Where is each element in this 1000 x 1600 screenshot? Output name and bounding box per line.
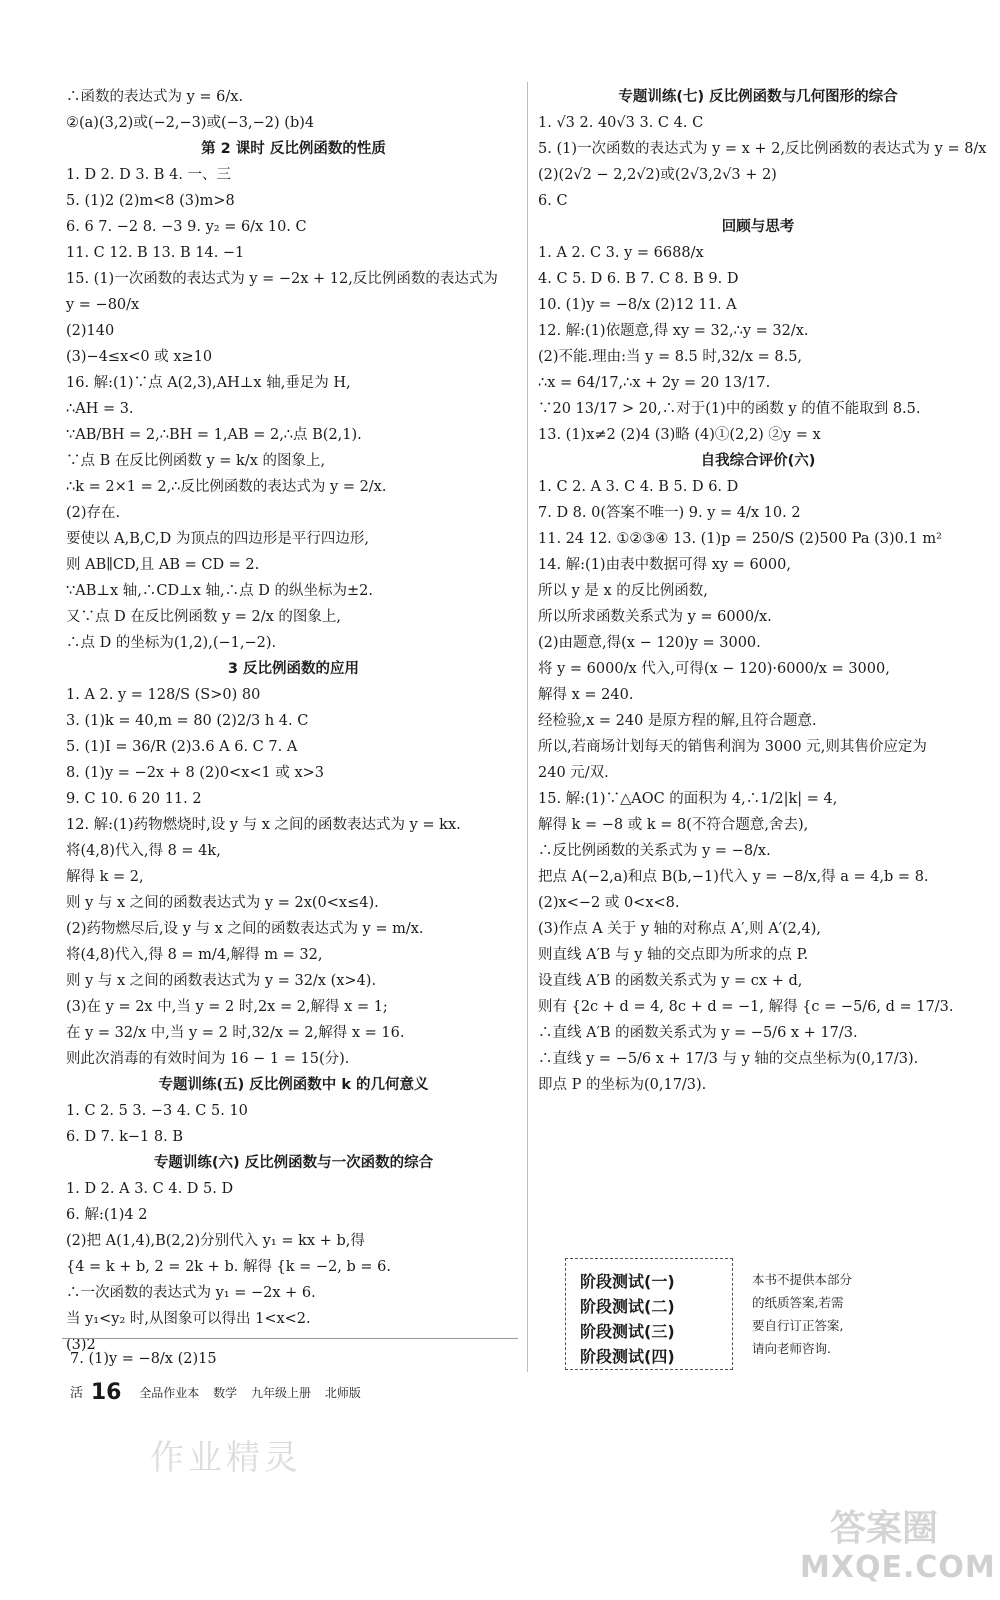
answer-line: 240 元/双. bbox=[538, 765, 609, 781]
answer-line: 5. (1)一次函数的表达式为 y = x + 2,反比例函数的表达式为 y = 8/x bbox=[538, 141, 987, 157]
answer-line: ②(a)(3,2)或(−2,−3)或(−3,−2) (b)4 bbox=[66, 115, 315, 131]
answer-line: 所以 y 是 x 的反比例函数, bbox=[538, 583, 708, 599]
answer-line: 7. (1)y = −8/x (2)15 bbox=[70, 1351, 217, 1367]
section-heading: 3 反比例函数的应用 bbox=[227, 661, 360, 677]
answer-line: ∴x = 64/17,∴x + 2y = 20 13/17. bbox=[538, 375, 771, 391]
answer-line: 13. (1)x≠2 (2)4 (3)略 (4)①(2,2) ②y = x bbox=[538, 427, 821, 443]
answer-line: 1. √3 2. 40√3 3. C 4. C bbox=[538, 115, 704, 131]
answer-line: 要使以 A,B,C,D 为顶点的四边形是平行四边形, bbox=[66, 531, 369, 547]
footer-grade: 九年级上册 bbox=[250, 1386, 311, 1400]
stage-test-item: 阶段测试(二) bbox=[580, 1297, 675, 1316]
answer-line: (2)由题意,得(x − 120)y = 3000. bbox=[538, 635, 761, 651]
answer-line: 12. 解:(1)药物燃烧时,设 y 与 x 之间的函数表达式为 y = kx. bbox=[66, 817, 461, 833]
answer-line: 1. A 2. y = 128/S (S>0) 80 bbox=[66, 687, 261, 703]
note-line: 要自行订正答案, bbox=[752, 1318, 844, 1333]
section-heading: 专题训练(七) 反比例函数与几何图形的综合 bbox=[618, 89, 898, 105]
answer-line: 1. D 2. A 3. C 4. D 5. D bbox=[66, 1181, 234, 1197]
answer-line: 把点 A(−2,a)和点 B(b,−1)代入 y = −8/x,得 a = 4,b = 8. bbox=[538, 869, 929, 885]
answer-line: 经检验,x = 240 是原方程的解,且符合题意. bbox=[538, 713, 817, 729]
right-column bbox=[538, 84, 987, 1098]
answer-line: 5. (1)I = 36/R (2)3.6 A 6. C 7. A bbox=[66, 739, 298, 755]
answer-line: 解得 x = 240. bbox=[538, 687, 634, 703]
page-footer bbox=[70, 1380, 371, 1405]
stage-tests-box bbox=[565, 1258, 733, 1370]
answer-line: (3)−4≤x<0 或 x≥10 bbox=[66, 349, 213, 365]
answer-line: 6. 6 7. −2 8. −3 9. y₂ = 6/x 10. C bbox=[66, 219, 307, 235]
answer-line: ∴点 D 的坐标为(1,2),(−1,−2). bbox=[66, 635, 277, 651]
answer-line: (2)存在. bbox=[66, 505, 121, 521]
answer-line: 即点 P 的坐标为(0,17/3). bbox=[538, 1077, 707, 1093]
watermark-site: MXQE.COM bbox=[800, 1550, 996, 1585]
answer-line: ∴函数的表达式为 y = 6/x. bbox=[66, 89, 244, 105]
answer-line: 1. D 2. D 3. B 4. 一、三 bbox=[66, 167, 232, 183]
answer-line: 12. 解:(1)依题意,得 xy = 32,∴y = 32/x. bbox=[538, 323, 809, 339]
answer-line: 16. 解:(1)∵点 A(2,3),AH⊥x 轴,垂足为 H, bbox=[66, 375, 351, 391]
answer-line: 则有 {2c + d = 4, 8c + d = −1, 解得 {c = −5/6, d = 17/3. bbox=[538, 999, 954, 1015]
answer-line: 14. 解:(1)由表中数据可得 xy = 6000, bbox=[538, 557, 791, 573]
answer-line: 则 y 与 x 之间的函数表达式为 y = 2x(0<x≤4). bbox=[66, 895, 379, 911]
answer-line: (2)(2√2 − 2,2√2)或(2√3,2√3 + 2) bbox=[538, 167, 777, 183]
answer-line: 1. C 2. 5 3. −3 4. C 5. 10 bbox=[66, 1103, 248, 1119]
note-line: 本书不提供本部分 bbox=[752, 1272, 853, 1287]
answer-line: 又∵点 D 在反比例函数 y = 2/x 的图象上, bbox=[66, 609, 342, 625]
answer-line: 1. C 2. A 3. C 4. B 5. D 6. D bbox=[538, 479, 739, 495]
answer-line: (3)2 bbox=[66, 1337, 96, 1353]
stage-test-item: 阶段测试(三) bbox=[580, 1322, 675, 1341]
answer-line: ∴一次函数的表达式为 y₁ = −2x + 6. bbox=[66, 1285, 316, 1301]
answer-line: (3)在 y = 2x 中,当 y = 2 时,2x = 2,解得 x = 1; bbox=[66, 999, 388, 1015]
section-heading: 回顾与思考 bbox=[721, 219, 795, 235]
stage-tests-note bbox=[752, 1268, 902, 1360]
answer-line: 当 y₁<y₂ 时,从图象可以得出 1<x<2. bbox=[66, 1311, 311, 1327]
answer-line: {4 = k + b, 2 = 2k + b. 解得 {k = −2, b = 6. bbox=[66, 1259, 392, 1275]
answer-line: 将(4,8)代入,得 8 = 4k, bbox=[66, 843, 221, 859]
answer-line: 则 AB∥CD,且 AB = CD = 2. bbox=[66, 557, 260, 573]
column-divider bbox=[527, 82, 528, 1372]
section-heading: 专题训练(五) 反比例函数中 k 的几何意义 bbox=[158, 1077, 429, 1093]
page-number: 16 bbox=[90, 1380, 122, 1405]
answer-line: ∵AB/BH = 2,∴BH = 1,AB = 2,∴点 B(2,1). bbox=[66, 427, 362, 443]
answer-line: ∴直线 A′B 的函数关系式为 y = −5/6 x + 17/3. bbox=[538, 1025, 858, 1041]
left-column bbox=[66, 84, 521, 1358]
note-line: 的纸质答案,若需 bbox=[752, 1295, 844, 1310]
answer-line: 设直线 A′B 的函数关系式为 y = cx + d, bbox=[538, 973, 803, 989]
answer-line: (3)作点 A 关于 y 轴的对称点 A′,则 A′(2,4), bbox=[538, 921, 821, 937]
answer-line: ∴AH = 3. bbox=[66, 401, 134, 417]
answer-line: 则直线 A′B 与 y 轴的交点即为所求的点 P. bbox=[538, 947, 809, 963]
answer-line: ∴直线 y = −5/6 x + 17/3 与 y 轴的交点坐标为(0,17/3). bbox=[538, 1051, 919, 1067]
section-heading: 自我综合评价(六) bbox=[700, 453, 816, 469]
footer-book: 全品作业本 bbox=[139, 1386, 200, 1400]
answer-line: 10. (1)y = −8/x (2)12 11. A bbox=[538, 297, 737, 313]
footer-edition: 北师版 bbox=[324, 1386, 361, 1400]
answer-line: 1. A 2. C 3. y = 6688/x bbox=[538, 245, 704, 261]
answer-line: 15. 解:(1)∵△AOC 的面积为 4,∴1/2|k| = 4, bbox=[538, 791, 838, 807]
answer-line: 解得 k = −8 或 k = 8(不符合题意,舍去), bbox=[538, 817, 809, 833]
answer-line: ∵AB⊥x 轴,∴CD⊥x 轴,∴点 D 的纵坐标为±2. bbox=[66, 583, 373, 599]
answer-line: (2)把 A(1,4),B(2,2)分别代入 y₁ = kx + b,得 bbox=[66, 1233, 365, 1249]
answer-line: 将(4,8)代入,得 8 = m/4,解得 m = 32, bbox=[66, 947, 323, 963]
answer-line: 将 y = 6000/x 代入,可得(x − 120)·6000/x = 3000, bbox=[538, 661, 890, 677]
answer-line: (2)x<−2 或 0<x<8. bbox=[538, 895, 680, 911]
answer-line: 11. 24 12. ①②③④ 13. (1)p = 250/S (2)500 Pa (3)0.1 m² bbox=[538, 531, 942, 547]
answer-line: 6. 解:(1)4 2 bbox=[66, 1207, 148, 1223]
stage-test-item: 阶段测试(四) bbox=[580, 1347, 675, 1366]
answer-line: 解得 k = 2, bbox=[66, 869, 144, 885]
answer-line: 在 y = 32/x 中,当 y = 2 时,32/x = 2,解得 x = 16. bbox=[66, 1025, 405, 1041]
note-line: 请向老师咨询. bbox=[752, 1341, 831, 1356]
answer-line: 15. (1)一次函数的表达式为 y = −2x + 12,反比例函数的表达式为 bbox=[66, 271, 498, 287]
stage-test-item: 阶段测试(一) bbox=[580, 1272, 675, 1291]
footer-subject: 数学 bbox=[213, 1386, 238, 1400]
answer-line: (2)140 bbox=[66, 323, 115, 339]
footer-rule bbox=[62, 1338, 518, 1339]
watermark-stamp: 作业精灵 bbox=[150, 1438, 302, 1478]
footer-prefix: 活 bbox=[70, 1386, 84, 1401]
answer-line: 7. D 8. 0(答案不唯一) 9. y = 4/x 10. 2 bbox=[538, 505, 801, 521]
answer-line: 6. C bbox=[538, 193, 568, 209]
section-heading: 第 2 课时 反比例函数的性质 bbox=[201, 141, 386, 157]
answer-line: 则 y 与 x 之间的函数表达式为 y = 32/x (x>4). bbox=[66, 973, 377, 989]
watermark-logo: 答案圈 bbox=[830, 1508, 939, 1549]
answer-line: y = −80/x bbox=[66, 297, 140, 313]
answer-line: 8. (1)y = −2x + 8 (2)0<x<1 或 x>3 bbox=[66, 765, 325, 781]
section-heading: 专题训练(六) 反比例函数与一次函数的综合 bbox=[153, 1155, 434, 1171]
answer-line: 所以,若商场计划每天的销售利润为 3000 元,则其售价应定为 bbox=[538, 739, 927, 755]
answer-line: ∴反比例函数的关系式为 y = −8/x. bbox=[538, 843, 771, 859]
answer-line: 3. (1)k = 40,m = 80 (2)2/3 h 4. C bbox=[66, 713, 309, 729]
answer-line: ∵20 13/17 > 20,∴对于(1)中的函数 y 的值不能取到 8.5. bbox=[538, 401, 921, 417]
answer-line: (2)药物燃尽后,设 y 与 x 之间的函数表达式为 y = m/x. bbox=[66, 921, 424, 937]
answer-line: 4. C 5. D 6. B 7. C 8. B 9. D bbox=[538, 271, 739, 287]
answer-line: 5. (1)2 (2)m<8 (3)m>8 bbox=[66, 193, 235, 209]
answer-line: ∴k = 2×1 = 2,∴反比例函数的表达式为 y = 2/x. bbox=[66, 479, 387, 495]
answer-line: 11. C 12. B 13. B 14. −1 bbox=[66, 245, 245, 261]
answer-line: (2)不能.理由:当 y = 8.5 时,32/x = 8.5, bbox=[538, 349, 803, 365]
answer-line: ∵点 B 在反比例函数 y = k/x 的图象上, bbox=[66, 453, 326, 469]
answer-line: 则此次消毒的有效时间为 16 − 1 = 15(分). bbox=[66, 1051, 350, 1067]
answer-line: 9. C 10. 6 20 11. 2 bbox=[66, 791, 202, 807]
answer-line: 6. D 7. k−1 8. B bbox=[66, 1129, 183, 1145]
answer-line: 所以所求函数关系式为 y = 6000/x. bbox=[538, 609, 772, 625]
